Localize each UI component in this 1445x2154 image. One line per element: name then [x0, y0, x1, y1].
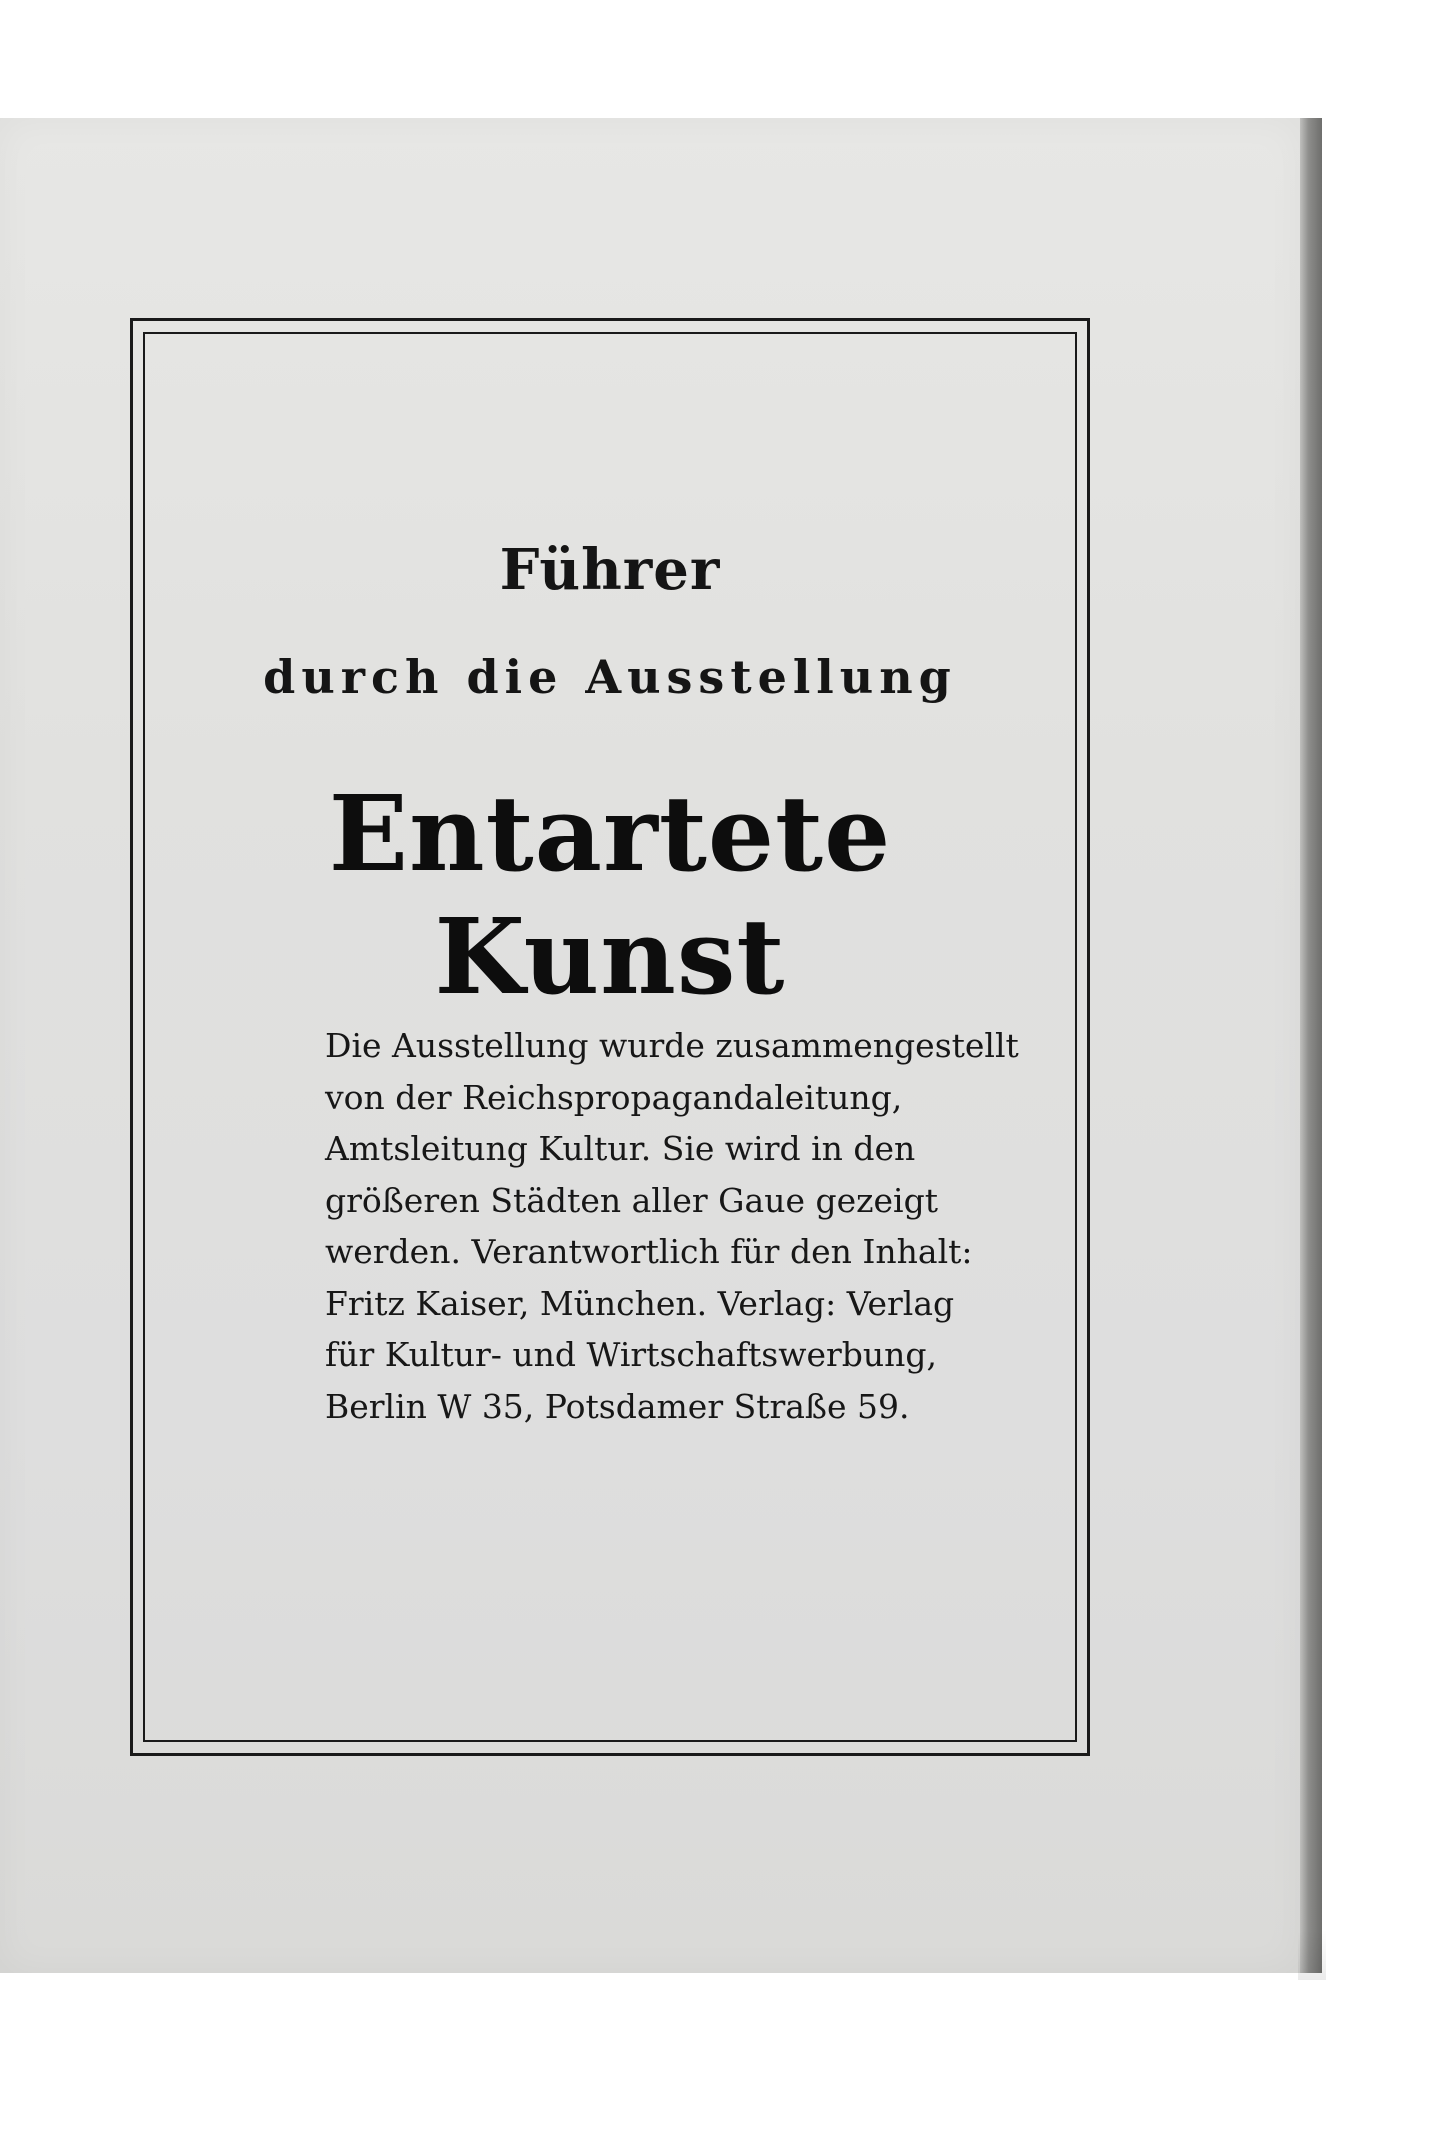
imprint-line: von der Reichspropagandaleitung, [325, 1077, 903, 1117]
imprint-line: Die Ausstellung wurde zusammengestellt [325, 1026, 1019, 1065]
page-edge [1300, 118, 1322, 1973]
imprint-line: größeren Städten aller Gaue gezeigt [325, 1180, 938, 1220]
heading: Führer [499, 537, 721, 603]
exhibition-title: Entartete Kunst [328, 772, 892, 1018]
title-page-content [143, 332, 1077, 1742]
imprint-line: werden. Verantwortlich für den Inhalt: [325, 1232, 973, 1271]
imprint-line: für Kultur- und Wirtschaftswerbung, [325, 1335, 937, 1374]
imprint-line: Amtsleitung Kultur. Sie wird in den [325, 1129, 916, 1168]
imprint-line: Berlin W 35, Potsdamer Straße 59. [325, 1386, 910, 1426]
imprint-line: Fritz Kaiser, München. Verlag: Verlag [325, 1283, 955, 1323]
page-edge-shadow [1298, 1930, 1326, 1980]
subheading: durch die Ausstellung [263, 650, 957, 704]
imprint-paragraph [325, 1020, 1019, 1432]
